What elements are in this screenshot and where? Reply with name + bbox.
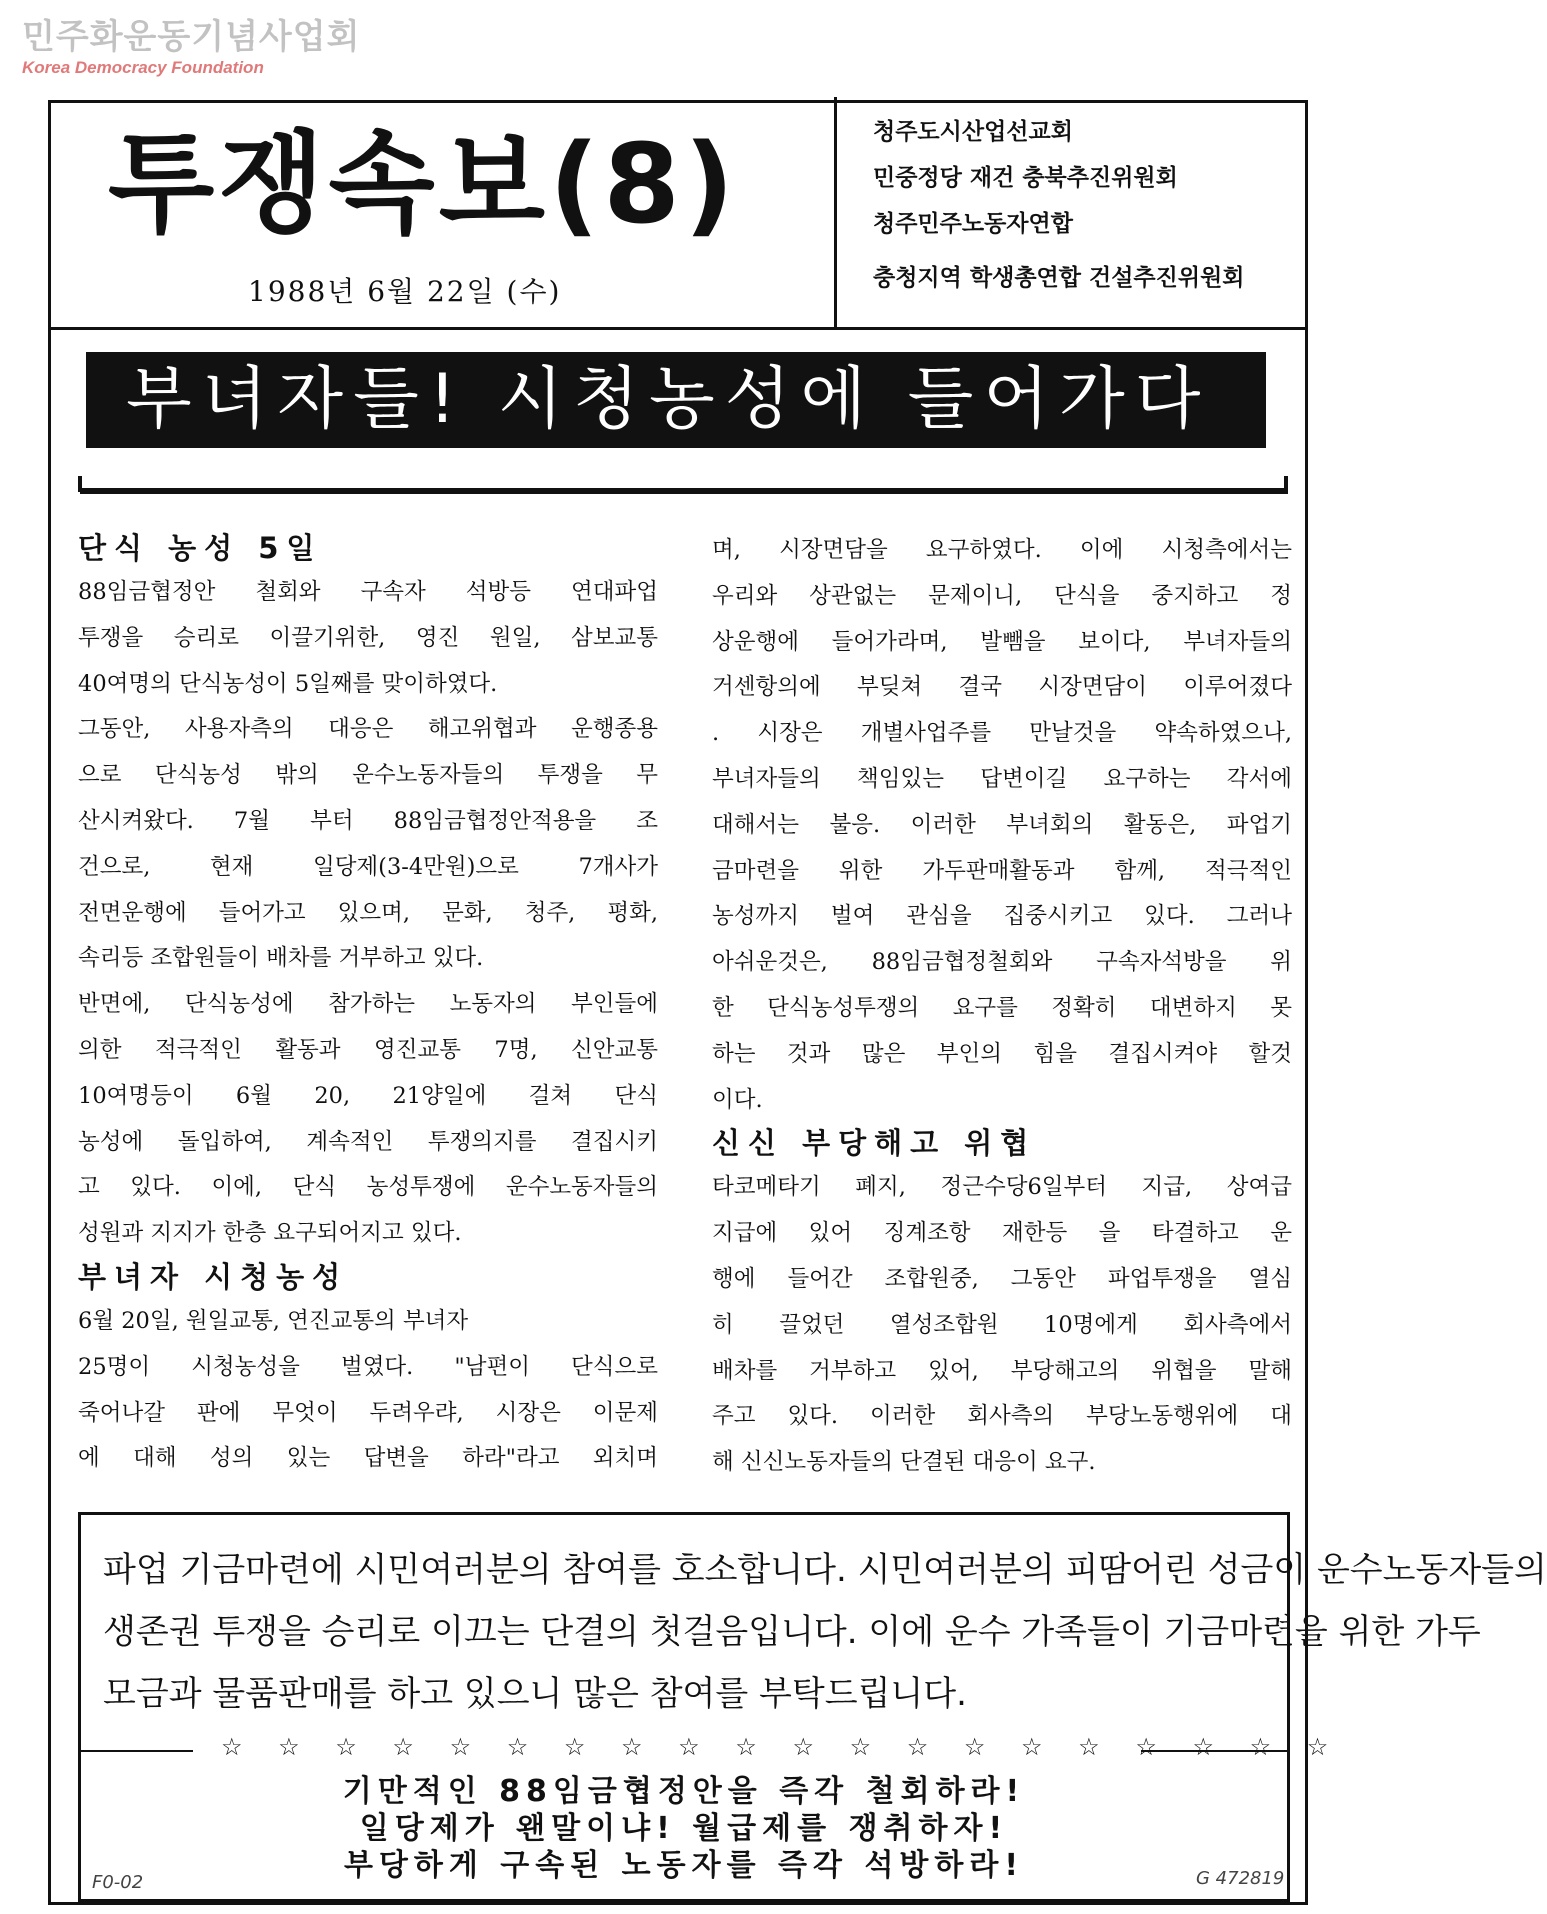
appeal-line: 생존권 투쟁을 승리로 이끄는 단결의 첫걸음입니다. 이에 운수 가족들이 기금마련을 위한 가두: [103, 1612, 1481, 1652]
article-line: 주고 있다. 이러한 회사측의 부당노동행위에 대: [712, 1403, 1292, 1430]
article-line: 6월 20일, 원일교통, 연진교통의 부녀자: [78, 1307, 469, 1334]
article-line: 성원과 지지가 한층 요구되어지고 있다.: [78, 1220, 462, 1247]
article-line: 25명이 시청농성을 벌였다. "남편이 단식으로: [78, 1353, 658, 1380]
article-line: 40여명의 단식농성이 5일째를 맞이하였다.: [78, 670, 498, 697]
article-line: 아쉬운것은, 88임금협정철회와 구속자석방을 위: [712, 949, 1292, 976]
appeal-line: 파업 기금마련에 시민여러분의 참여를 호소합니다. 시민여러분의 피땀어린 성금이 운수노동자들의: [103, 1550, 1547, 1590]
slogan-list: [81, 1773, 1287, 1884]
masthead: [48, 100, 1308, 330]
newsletter-title: 투쟁속보(8): [108, 120, 739, 248]
star-rule-left: [81, 1750, 193, 1752]
article-line: 해 신신노동자들의 단결된 대응이 요구.: [712, 1449, 1096, 1476]
star-divider: ☆ ☆ ☆ ☆ ☆ ☆ ☆ ☆ ☆ ☆ ☆ ☆ ☆ ☆ ☆ ☆ ☆ ☆ ☆ ☆: [221, 1733, 1343, 1761]
slogan: 기만적인 88임금협정안을 즉각 철회하라!: [342, 1774, 1026, 1809]
article-line: 농성에 돌입하여, 계속적인 투쟁의지를 결집시키: [78, 1128, 658, 1155]
section-heading: 단식 농성 5일: [78, 531, 323, 565]
article-line: 지급에 있어 징계조항 재한등 을 타결하고 운: [712, 1220, 1292, 1247]
article-line: . 시장은 개별사업주를 만날것을 약속하였으나,: [712, 720, 1292, 747]
left-column: [78, 528, 658, 1482]
article-line: 한 단식농성투쟁의 요구를 정확히 대변하지 못: [712, 994, 1292, 1021]
article-line: 10여명등이 6월 20, 21양일에 걸쳐 단식: [78, 1082, 658, 1109]
publisher-list: [834, 97, 1311, 327]
section-heading: 신신 부당해고 위협: [712, 1126, 1037, 1161]
article-line: 의한 적극적인 활동과 영진교통 7명, 신안교통: [78, 1036, 658, 1063]
article-body: [712, 528, 1292, 1123]
appeal-text: [103, 1539, 1547, 1725]
article-body: [712, 1165, 1292, 1486]
article-line: 반면에, 단식농성에 참가하는 노동자의 부인들에: [78, 991, 658, 1018]
section-heading: 부녀자 시청농성: [78, 1259, 349, 1294]
article-line: 배차를 거부하고 있어, 부당해고의 위협을 말해: [712, 1357, 1292, 1384]
issue-date: 1988년 6월 22일 (수): [248, 275, 562, 308]
right-column: [712, 528, 1292, 1486]
article-body: [78, 1299, 658, 1482]
publisher-org: 민중정당 재건 충북추진위원회: [873, 165, 1178, 191]
section-divider: [80, 488, 1288, 494]
appeal-line: 모금과 물품판매를 하고 있으니 많은 참여를 부탁드립니다.: [103, 1674, 967, 1714]
divider-tick: [1284, 476, 1288, 492]
slogan: 일당제가 왠말이냐! 월급제를 쟁취하자!: [359, 1811, 1009, 1846]
article-line: 행에 들어간 조합원중, 그동안 파업투쟁을 열심: [712, 1265, 1292, 1292]
article-line: 대해서는 불응. 이러한 부녀회의 활동은, 파업기: [712, 811, 1292, 838]
article-line: 에 대해 성의 있는 답변을 하라"라고 외치며: [78, 1445, 658, 1472]
article-line: 전면운행에 들어가고 있으며, 문화, 청주, 평화,: [78, 899, 658, 926]
publisher-org: 충청지역 학생총연합 건설추진위원회: [873, 265, 1245, 291]
watermark-english: Korea Democracy Foundation: [22, 58, 264, 77]
article-line: 으로 단식농성 밖의 운수노동자들의 투쟁을 무: [78, 762, 658, 789]
article-line: 상운행에 들어가라며, 발뺌을 보이다, 부녀자들의: [712, 628, 1292, 655]
headline-banner: 부녀자들! 시청농성에 들어가다: [86, 352, 1266, 448]
article-line: 88임금협정안 철회와 구속자 석방등 연대파업: [78, 579, 658, 605]
article-line: 고 있다. 이에, 단식 농성투쟁에 운수노동자들의: [78, 1174, 658, 1201]
article-line: 우리와 상관없는 문제이니, 단식을 중지하고 정: [712, 582, 1292, 609]
article-line: 부녀자들의 책임있는 답변이길 요구하는 각서에: [712, 765, 1292, 792]
article-line: 히 끌었던 열성조합원 10명에게 회사측에서: [712, 1311, 1292, 1338]
article-line: 건으로, 현재 일당제(3-4만원)으로 7개사가: [78, 853, 658, 880]
article-line: 하는 것과 많은 부인의 힘을 결집시켜야 할것: [712, 1040, 1292, 1067]
article-line: 농성까지 벌여 관심을 집중시키고 있다. 그러나: [712, 903, 1292, 930]
article-line: 투쟁을 승리로 이끌기위한, 영진 원일, 삼보교통: [78, 624, 658, 651]
article-line: 금마련을 위한 가두판매활동과 함께, 적극적인: [712, 857, 1292, 884]
article-line: 그동안, 사용자측의 대응은 해고위협과 운행종용: [78, 716, 658, 743]
watermark: [22, 18, 360, 78]
article-line: 이다.: [712, 1086, 763, 1113]
article-line: 죽어나갈 판에 무엇이 두려우랴, 시장은 이문제: [78, 1399, 658, 1426]
article-line: 며, 시장면담을 요구하였다. 이에 시청측에서는: [712, 537, 1292, 563]
archive-note-right: G 472819: [1196, 1868, 1285, 1889]
divider-tick: [78, 476, 82, 492]
publisher-org: 청주민주노동자연합: [873, 211, 1073, 237]
publisher-org: 청주도시산업선교회: [873, 119, 1073, 145]
article-line: 산시켜왔다. 7월 부터 88임금협정안적용을 조: [78, 807, 658, 834]
appeal-box: [78, 1512, 1547, 1902]
article-line: 거센항의에 부딪쳐 결국 시장면담이 이루어졌다: [712, 674, 1292, 701]
archive-note-left: F0-02: [92, 1872, 144, 1893]
star-rule-right: [1141, 1750, 1287, 1752]
slogan: 부당하게 구속된 노동자를 즉각 석방하라!: [343, 1848, 1025, 1883]
article-line: 속리등 조합원들이 배차를 거부하고 있다.: [78, 945, 484, 972]
article-body: [78, 570, 658, 1257]
watermark-korean: 민주화운동기념사업회: [22, 17, 361, 57]
article-line: 타코메타기 폐지, 정근수당6일부터 지급, 상여급: [712, 1174, 1292, 1201]
